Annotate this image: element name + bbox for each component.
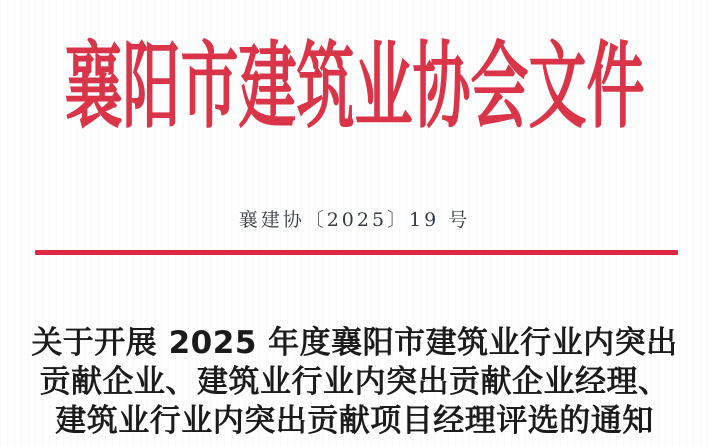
document-title: [0, 324, 709, 441]
red-header-divider: [35, 250, 678, 255]
document-number: 襄建协〔2025〕19 号: [238, 209, 471, 231]
document-title-line-3: 建筑业行业内突出贡献项目经理评选的通知: [55, 403, 654, 439]
document-title-line-1: 关于开展 2025 年度襄阳市建筑业行业内突出: [31, 325, 678, 361]
document-title-line-2: 贡献企业、建筑业行业内突出贡献企业经理、: [39, 364, 670, 400]
organization-header-title: 襄阳市建筑业协会文件: [64, 31, 645, 142]
